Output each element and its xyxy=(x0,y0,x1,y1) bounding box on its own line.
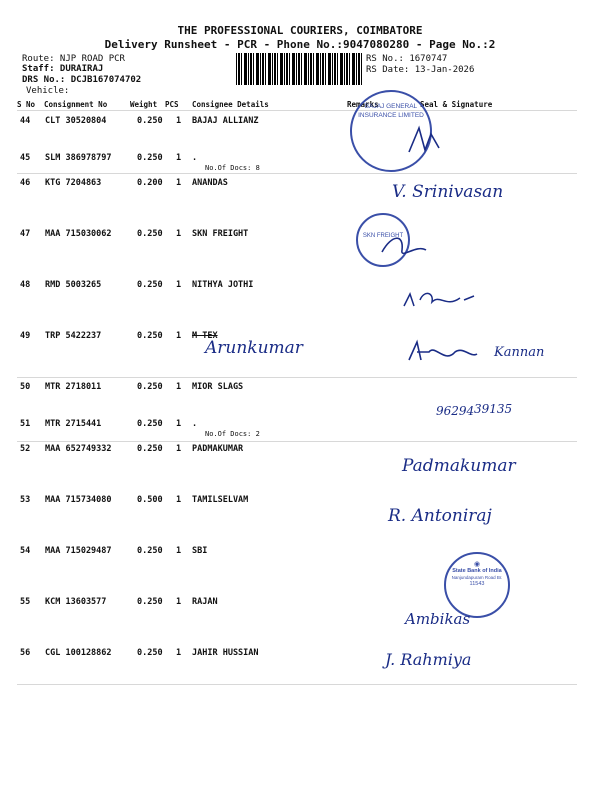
runsheet-subtitle: Delivery Runsheet - PCR - Phone No.:9047080280 - Page No.:2 xyxy=(104,38,496,51)
row-50-sno: 50 xyxy=(20,382,31,392)
staff-label: Staff: DURAIRAJ xyxy=(22,64,104,74)
row-52-consignee: PADMAKUMAR xyxy=(192,444,244,454)
row-44-pcs: 1 xyxy=(176,116,182,126)
row-45-sno: 45 xyxy=(20,153,31,163)
row-47-sno: 47 xyxy=(20,229,31,239)
row-divider xyxy=(17,377,577,378)
row-56-signature: J. Rahmiya xyxy=(385,650,472,669)
sbi-seal-stamp xyxy=(444,552,510,618)
row-49-signature-name: Kannan xyxy=(494,345,545,360)
skn-seal-text: SKN FREIGHT xyxy=(362,233,404,239)
col-header-weight: Weight xyxy=(130,100,158,109)
row-50-pcs: 1 xyxy=(176,382,182,392)
row-53-pcs: 1 xyxy=(176,495,182,505)
row-46-signature: V. Srinivasan xyxy=(392,182,504,202)
row-47-signature xyxy=(380,232,428,262)
row-46-pcs: 1 xyxy=(176,178,182,188)
row-45-docs-note: No.Of Docs: 8 xyxy=(205,164,260,172)
row-51-consignment: MTR 2715441 xyxy=(45,419,102,429)
sbi-seal-code: 11543 xyxy=(469,581,485,587)
row-49-sno: 49 xyxy=(20,331,31,341)
row-51-consignee: . xyxy=(192,419,198,429)
row-45-consignee: . xyxy=(192,153,198,163)
row-53-consignee: TAMILSELVAM xyxy=(192,495,249,505)
row-49-consignee: M TEX xyxy=(192,331,218,341)
row-54-weight: 0.250 xyxy=(137,546,163,556)
row-50-consignment: MTR 2718011 xyxy=(45,382,102,392)
row-53-consignment: MAA 715734080 xyxy=(45,495,112,505)
col-header-sno: S No xyxy=(17,100,36,109)
row-49-weight: 0.250 xyxy=(137,331,163,341)
row-54-sno: 54 xyxy=(20,546,31,556)
row-divider xyxy=(17,684,577,685)
vehicle-label: Vehicle: xyxy=(26,86,70,96)
row-55-signature: Ambikas xyxy=(405,610,471,628)
row-56-weight: 0.250 xyxy=(137,648,163,658)
row-53-sno: 53 xyxy=(20,495,31,505)
col-header-pcs: PCS xyxy=(165,100,179,109)
row-55-weight: 0.250 xyxy=(137,597,163,607)
company-title: THE PROFESSIONAL COURIERS, COIMBATORE xyxy=(177,24,423,37)
route-label: Route: NJP ROAD PCR xyxy=(22,54,125,64)
row-44-consignee: BAJAJ ALLIANZ xyxy=(192,116,259,126)
row-52-pcs: 1 xyxy=(176,444,182,454)
row-46-consignee: ANANDAS xyxy=(192,178,228,188)
row-55-pcs: 1 xyxy=(176,597,182,607)
sbi-seal-branch: Nanjundapuram Road Br. xyxy=(451,575,503,580)
row-divider xyxy=(17,441,577,442)
rs-date: RS Date: 13-Jan-2026 xyxy=(366,65,475,75)
row-53-signature: R. Antoniraj xyxy=(388,506,492,526)
row-55-sno: 55 xyxy=(20,597,31,607)
row-44-weight: 0.250 xyxy=(137,116,163,126)
row-47-weight: 0.250 xyxy=(137,229,163,239)
row-51-weight: 0.250 xyxy=(137,419,163,429)
row-divider xyxy=(17,173,577,174)
row-51-sno: 51 xyxy=(20,419,31,429)
row-51-handwritten-number-2: 39135 xyxy=(474,402,513,416)
row-49-signature-scribble xyxy=(405,338,480,368)
row-45-consignment: SLM 386978797 xyxy=(45,153,112,163)
row-48-signature xyxy=(400,286,480,314)
row-44-sno: 44 xyxy=(20,116,31,126)
row-54-consignment: MAA 715029487 xyxy=(45,546,112,556)
row-54-pcs: 1 xyxy=(176,546,182,556)
row-52-sno: 52 xyxy=(20,444,31,454)
row-52-signature: Padmakumar xyxy=(402,456,516,476)
barcode-image xyxy=(236,53,362,85)
col-header-consignee: Consignee Details xyxy=(192,100,269,109)
row-47-pcs: 1 xyxy=(176,229,182,239)
row-44-signature xyxy=(405,122,445,162)
col-header-seal: Seal & Signature xyxy=(420,100,493,109)
rs-number: RS No.: 1670747 xyxy=(366,54,448,64)
row-49-handwritten-name: Arunkumar xyxy=(205,338,303,358)
row-53-weight: 0.500 xyxy=(137,495,163,505)
row-55-consignment: KCM 13603577 xyxy=(45,597,107,607)
row-47-consignment: MAA 715030062 xyxy=(45,229,112,239)
row-52-weight: 0.250 xyxy=(137,444,163,454)
row-46-weight: 0.200 xyxy=(137,178,163,188)
row-divider xyxy=(17,110,577,111)
row-48-consignee: NITHYA JOTHI xyxy=(192,280,254,290)
row-48-sno: 48 xyxy=(20,280,31,290)
sbi-seal-bank: State Bank of India xyxy=(452,568,502,574)
row-46-consignment: KTG 7204863 xyxy=(45,178,102,188)
row-51-handwritten-number-1: 96294 xyxy=(436,404,475,418)
sbi-logo-icon: ◉ xyxy=(473,561,481,568)
row-49-pcs: 1 xyxy=(176,331,182,341)
row-48-consignment: RMD 5003265 xyxy=(45,280,102,290)
row-56-pcs: 1 xyxy=(176,648,182,658)
col-header-remarks: Remarks xyxy=(347,100,379,109)
row-54-consignee: SBI xyxy=(192,546,208,556)
row-50-weight: 0.250 xyxy=(137,382,163,392)
row-47-consignee: SKN FREIGHT xyxy=(192,229,249,239)
row-52-consignment: MAA 652749332 xyxy=(45,444,112,454)
row-45-weight: 0.250 xyxy=(137,153,163,163)
row-48-pcs: 1 xyxy=(176,280,182,290)
row-56-sno: 56 xyxy=(20,648,31,658)
row-44-consignment: CLT 30520804 xyxy=(45,116,107,126)
row-48-weight: 0.250 xyxy=(137,280,163,290)
row-51-pcs: 1 xyxy=(176,419,182,429)
row-46-sno: 46 xyxy=(20,178,31,188)
bajaj-seal-text: BAJAJ GENERAL INSURANCE LIMITED xyxy=(358,103,424,119)
row-55-consignee: RAJAN xyxy=(192,597,218,607)
row-50-consignee: MIOR SLAGS xyxy=(192,382,244,392)
row-49-consignment: TRP 5422237 xyxy=(45,331,102,341)
col-header-consignment: Consignment No xyxy=(44,100,108,109)
row-56-consignment: CGL 100128862 xyxy=(45,648,112,658)
row-56-consignee: JAHIR HUSSIAN xyxy=(192,648,259,658)
drs-label: DRS No.: DCJB167074702 xyxy=(22,75,142,85)
row-45-pcs: 1 xyxy=(176,153,182,163)
row-51-docs-note: No.Of Docs: 2 xyxy=(205,430,260,438)
